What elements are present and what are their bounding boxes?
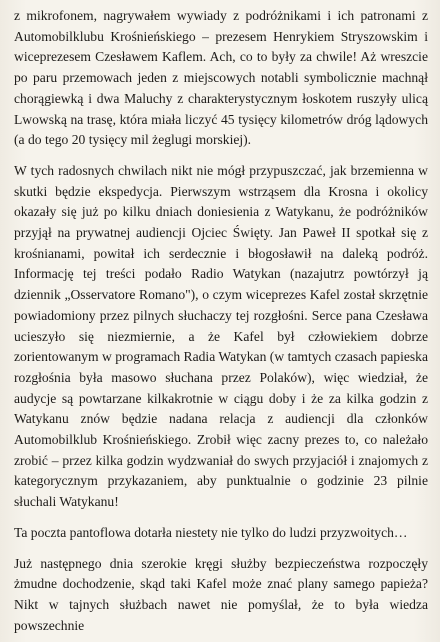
paragraph-2: W tych radosnych chwilach nikt nie mógł przypuszczać, jak brzemienna w skutki będzie ekspedycja. Pierwszym wstrząsem dla Krosna i okolicy okazały się już po kilku dniach doniesienia z Watykanu, że podróżników przyjął na prywatnej audiencji Ojciec Święty. Jan Paweł II spotkał się z krośnianami, powitał ich serdecznie i błogosławił na daleką podróż. Informację tej treści podało Radio Watykan (nazajutrz powtórzył ją dziennik „Osservatore Romano"), o czym wiceprezes Kafel został skrzętnie powiadomiony przez pilnych słuchaczy tej rozgłośni. Serce pana Czesława ucieszyło się niezmiernie, a że Kafel był człowiekiem dobrze zorientowanym w programach Radia Watykan (w tamtych czasach papieska rozgłośnia była masowo słuchana przez Polaków), więc wiedział, że audycje są powtarzane kilkakrotnie w ciągu doby i że za kilka godzin z Watykanu znów będzie nadana relacja z audiencji dla członków Automobilklub Krośnieńskiego. Zrobił więc zacny prezes to, co należało zrobić – przez kilka godzin wydzwaniał do swych przyjaciół i znajomych z kategorycznym przykazaniem, aby punktualnie o godzinie 23 pilnie słuchali Watykanu! xyxy=(14,162,428,510)
paragraph-1: z mikrofonem, nagrywałem wywiady z podróżnikami i ich patronami z Automobilklubu Krośnieńskiego – prezesem Henrykiem Stryszowskim i wiceprezesem Czesławem Kaflem. Ach, co to były za chwile! Aż wreszcie po paru przemowach jeden z miejscowych notabli symbolicznie machnął chorągiewką i dwa Maluchy z charakterystycznym łoskotem ruszyły ulicą Lwowską na trasę, która miała liczyć 45 tysięcy kilometrów dróg lądowych (a do tego 20 tysięcy mil żeglugi morskiej). xyxy=(14,8,428,148)
paragraph-3: Ta poczta pantoflowa dotarła niestety nie tylko do ludzi przyzwoitych… xyxy=(14,524,408,540)
paragraph-4: Już następnego dnia szerokie kręgi służby bezpieczeństwa rozpoczęły żmudne dochodzenie, skąd taki Kafel może znać plany samego papieża? Nikt w tajnych służbach nawet nie pomyślał, że to była wiedza powszechnie xyxy=(14,555,428,633)
